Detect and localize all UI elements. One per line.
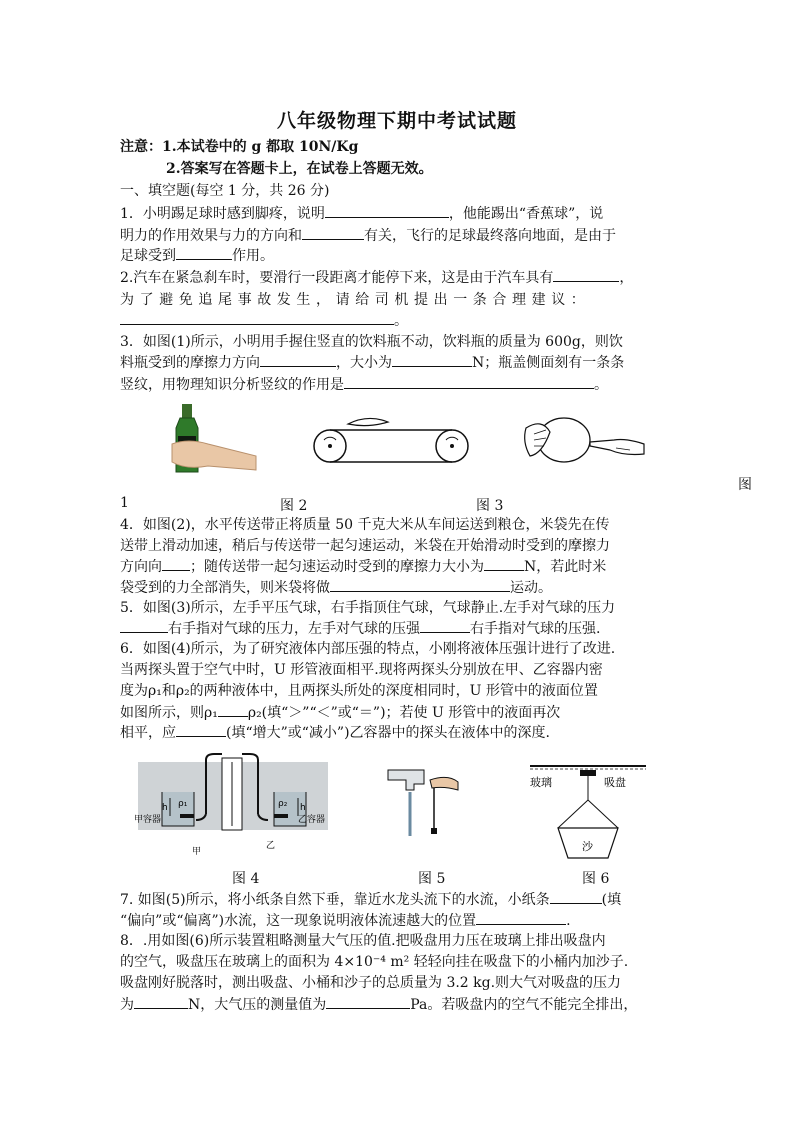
figure-4-caption: 图 4 — [232, 871, 260, 887]
sand-label: 沙 — [582, 840, 593, 853]
q3-blank-2[interactable] — [392, 352, 472, 367]
section-heading: 一、填空题(每空 1 分，共 26 分) — [120, 183, 330, 199]
figure-6-caption: 图 6 — [582, 871, 610, 887]
figure-1-bottle — [168, 404, 260, 476]
q7-line-1 — [120, 889, 676, 910]
q1-line-1 — [120, 203, 676, 224]
q8-line-2: 的空气，吸盘压在玻璃上的面积为 4×10⁻⁴ m² 轻轻向挂在吸盘下的小桶内加沙子. — [120, 954, 629, 970]
q3-text-f: 。 — [594, 377, 608, 393]
figure-2-caption: 图 2 — [280, 498, 308, 514]
q8-text-e: N，大气压的测量值为 — [188, 997, 327, 1013]
q3-text-d: N；瓶盖侧面刻有一条条 — [472, 355, 625, 371]
yi-label: 乙 — [266, 841, 276, 851]
q1-blank-1[interactable] — [325, 203, 449, 218]
figure-5-faucet — [384, 760, 474, 840]
left-container-label: 甲容器 — [134, 815, 162, 825]
q6-line-1: 6．如图(4)所示，为了研究液体内部压强的特点，小刚将液体压强计进行了改进. — [120, 641, 616, 657]
q3-line-1: 3．如图(1)所示，小明用手握住竖直的饮料瓶不动，饮料瓶的质量为 600g，则饮 — [120, 334, 623, 350]
q5-blank-1[interactable] — [120, 618, 168, 633]
figure-5-caption: 图 5 — [418, 871, 446, 887]
q5-text-b: 右手指对气球的压力，左手对气球的压强 — [168, 621, 420, 637]
q8-line-3: 吸盘刚好脱落时，测出吸盘、小桶和沙子的总质量为 3.2 kg.则大气对吸盘的压力 — [120, 975, 622, 991]
q6-blank-2[interactable] — [176, 722, 226, 737]
jia-label: 甲 — [192, 847, 202, 857]
q5-line-1: 5．如图(3)所示，左手平压气球，右手指顶住气球，气球静止.左手对气球的压力 — [120, 600, 616, 616]
q6-line-5 — [120, 722, 676, 743]
right-container-label: 乙容器 — [298, 815, 326, 825]
figure-label-tu: 图 — [738, 477, 752, 493]
q4-blank-3[interactable] — [330, 577, 510, 592]
figure-3-caption: 图 3 — [476, 498, 504, 514]
figure-2-conveyor — [312, 412, 472, 468]
q8-text-f: Pa。若吸盘内的空气不能完全排出， — [410, 997, 638, 1013]
q2-text-b: ， — [619, 270, 634, 286]
q8-blank-2[interactable] — [326, 994, 410, 1009]
q3-text-e: 竖纹，用物理知识分析竖纹的作用是 — [120, 377, 344, 393]
q2-blank-2[interactable] — [120, 310, 394, 325]
q7-text-d: . — [566, 913, 571, 929]
q4-text-g: 运动。 — [510, 580, 552, 596]
q4-text-f: 袋受到的力全部消失，则米袋将做 — [120, 580, 330, 596]
q2-text-d: 。 — [394, 313, 408, 329]
q6-text-f: 相平，应 — [120, 725, 176, 741]
q5-text-c: 右手指对气球的压强. — [470, 621, 601, 637]
h-right-label: h — [300, 803, 306, 813]
q7-line-2 — [120, 910, 676, 931]
q4-line-1: 4．如图(2)，水平传送带正将质量 50 千克大米从车间运送到粮仓，米袋先在传 — [120, 517, 610, 533]
q1-text-d: 有关，飞行的足球最终落向地面，是由于 — [364, 228, 616, 244]
q3-text-b: 料瓶受到的摩擦力方向 — [120, 355, 260, 371]
q4-blank-1[interactable] — [162, 556, 190, 571]
q7-blank-2[interactable] — [476, 910, 566, 925]
q3-line-3 — [120, 374, 676, 395]
q5-line-2 — [120, 618, 676, 639]
figure-1-caption: 1 — [120, 495, 129, 511]
q3-text-c: ，大小为 — [336, 355, 392, 371]
q7-text-b: (填 — [601, 892, 622, 908]
q4-line-2: 送带上滑动加速，稍后与传送带一起匀速运动，米袋在开始滑动时受到的摩擦力 — [120, 538, 610, 554]
note-label: 注意： — [120, 139, 162, 155]
q6-line-4 — [120, 702, 676, 723]
q7-text-a: 7. 如图(5)所示，将小纸条自然下垂，靠近水龙头流下的水流，小纸条 — [120, 892, 550, 908]
q1-line-3 — [120, 245, 676, 266]
figure-3-balloon — [520, 410, 650, 472]
q1-text-f: 作用。 — [232, 248, 274, 264]
q2-line-2: 为了避免追尾事故发生，请给司机提出一条合理建议： — [120, 292, 591, 308]
q2-blank-1[interactable] — [553, 267, 619, 282]
note-line-1 — [120, 137, 676, 157]
figure-6-suction-cup — [528, 758, 648, 868]
rho2-label: ρ₂ — [278, 799, 288, 809]
note-1: 1.本试卷中的 g 都取 10N/Kg — [162, 139, 359, 155]
q1-text-e: 足球受到 — [120, 248, 176, 264]
q3-blank-1[interactable] — [260, 352, 336, 367]
q3-line-2 — [120, 352, 676, 373]
q3-blank-3[interactable] — [344, 374, 594, 389]
q2-line-1 — [120, 267, 676, 288]
figure-4-pressure-gauge — [134, 752, 334, 862]
q1-line-2 — [120, 225, 676, 246]
q1-text-b: ，他能踢出“香蕉球”，说 — [448, 206, 604, 222]
q2-text-a: 2.汽车在紧急刹车时，要滑行一段距离才能停下来，这是由于汽车具有 — [120, 270, 554, 286]
q1-text-c: 明力的作用效果与力的方向和 — [120, 228, 302, 244]
q7-blank-1[interactable] — [550, 889, 602, 904]
q6-text-e: ρ₂(填“＞”“＜”或“＝”)；若使 U 形管中的液面再次 — [247, 705, 561, 721]
q6-blank-1[interactable] — [218, 702, 248, 717]
q8-blank-1[interactable] — [134, 994, 188, 1009]
q4-line-3 — [120, 556, 676, 577]
rho1-label: ρ₁ — [178, 799, 188, 809]
q5-blank-2[interactable] — [420, 618, 470, 633]
q4-text-c: 方向向 — [120, 559, 162, 575]
q8-line-1: 8．.用如图(6)所示装置粗略测量大气压的值.把吸盘用力压在玻璃上排出吸盘内 — [120, 933, 606, 949]
q6-line-2: 当两探头置于空气中时，U 形管液面相平.现将两探头分别放在甲、乙容器内密 — [120, 662, 603, 678]
glass-label: 玻璃 — [530, 776, 552, 789]
q4-blank-2[interactable] — [484, 556, 524, 571]
q8-line-4 — [120, 994, 676, 1015]
q6-text-g: (填“增大”或“减小”)乙容器中的探头在液体中的深度. — [226, 725, 551, 741]
q1-blank-2[interactable] — [302, 225, 364, 240]
q8-text-d: 为 — [120, 997, 134, 1013]
sucker-label: 吸盘 — [604, 776, 626, 789]
q4-line-4 — [120, 577, 676, 598]
q6-text-d: 如图所示，则ρ₁ — [120, 705, 218, 721]
q1-text-a: 1．小明踢足球时感到脚疼，说明 — [120, 206, 325, 222]
q4-text-e: N，若此时米 — [524, 559, 607, 575]
note-2: 2.答案写在答题卡上，在试卷上答题无效。 — [166, 161, 433, 177]
q7-text-c: “偏向”或“偏离”)水流，这一现象说明液体流速越大的位置 — [120, 913, 477, 929]
q4-text-d: ；随传送带一起匀速运动时受到的摩擦力大小为 — [190, 559, 484, 575]
page-title: 八年级物理下期中考试试题 — [276, 110, 517, 132]
q1-blank-3[interactable] — [176, 245, 232, 260]
q2-line-3 — [120, 310, 676, 331]
h-left-label: h — [162, 803, 168, 813]
q6-line-3: 度为ρ₁和ρ₂的两种液体中，且两探头所处的深度相同时，U 形管中的液面位置 — [120, 683, 598, 699]
